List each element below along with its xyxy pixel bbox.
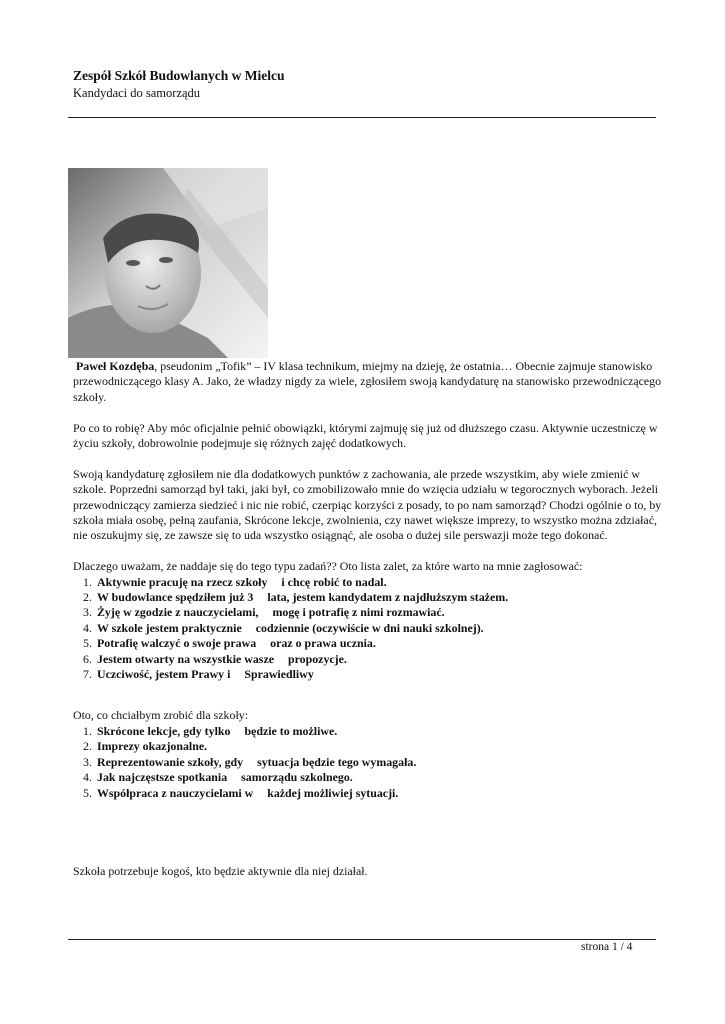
list-item: 2. W budowlance spędziłem już 3 lata, jestem kandydatem z najdłuższym stażem. bbox=[83, 590, 509, 605]
plans-list bbox=[73, 724, 663, 801]
list-item: 3. Reprezentowanie szkoły, gdy sytuacja będzie tego wymagała. bbox=[83, 754, 417, 769]
paragraph-why: Po co to robię? Aby móc oficjalnie pełnić obowiązki, którymi zajmuję się już od dłuższego czasu. Aktywnie uczestniczę w życiu szkoły, dobrowolnie podejmuje się różnych zajęć dodatkowych. bbox=[73, 420, 658, 451]
candidate-photo bbox=[68, 168, 268, 358]
document-body bbox=[73, 359, 663, 879]
plans-intro: Oto, co chciałbym zrobić dla szkoły: bbox=[73, 708, 249, 723]
list-item: 7. Uczciwość, jestem Prawy i Sprawiedliwy bbox=[83, 667, 314, 682]
footer-divider bbox=[68, 939, 656, 940]
list-item: 5. Współpraca z nauczycielami w każdej możliwiej sytuacji. bbox=[83, 785, 399, 800]
closing-paragraph: Szkoła potrzebuje kogoś, kto będzie aktywnie dla niej działał. bbox=[73, 863, 368, 878]
list-item: 2. Imprezy okazjonalne. bbox=[83, 739, 208, 754]
list-item: 6. Jestem otwarty na wszystkie wasze propozycje. bbox=[83, 651, 347, 666]
list-item: 1. Skrócone lekcje, gdy tylko będzie to możliwe. bbox=[83, 723, 338, 738]
intro-paragraph bbox=[73, 359, 663, 405]
paragraph-candidacy: Swoją kandydaturę zgłosiłem nie dla dodatkowych punktów z zachowania, ale przede wszystkim, aby wiele zmienić w szkole. Poprzedni samorząd był taki, jaki był, co zmobilizowało mnie do wzięcia udziału w tegorocznych wyborach. Jeżeli przewodniczący zamierza siedzieć i nic nie robić, czerpiąc korzyści z posady, to po nam samorząd? Chodzi ogólnie o to, by szkoła miała osobę, pełną zaufania, Skrócone lekcje, zwolnienia, czy nawet większe imprezy, to wszystko można zdziałać, nie oszukujmy się, ze zawsze się to uda wszystko osiągnąć, ale osoba o dużej sile perswazji może tego dokonać. bbox=[73, 466, 662, 543]
page-header-title: Zespół Szkół Budowlanych w Mielcu bbox=[73, 68, 285, 83]
advantages-list bbox=[73, 575, 663, 683]
list-item: 5. Potrafię walczyć o swoje prawa oraz o prawa ucznia. bbox=[83, 636, 376, 651]
page-number: strona 1 / 4 bbox=[581, 941, 633, 953]
advantages-intro: Dlaczego uważam, że naddaje się do tego typu zadań?? Oto lista zalet, za które warto na mnie zagłosować: bbox=[73, 559, 583, 574]
list-item: 3. Żyję w zgodzie z nauczycielami, mogę i potrafię z nimi rozmawiać. bbox=[83, 605, 445, 620]
header-divider bbox=[68, 117, 656, 118]
list-item: 4. Jak najczęstsze spotkania samorządu szkolnego. bbox=[83, 770, 353, 785]
list-item: 4. W szkole jestem praktycznie codziennie (oczywiście w dni nauki szkolnej). bbox=[83, 620, 484, 635]
list-item: 1. Aktywnie pracuję na rzecz szkoły i chcę robić to nadal. bbox=[83, 574, 387, 589]
candidate-name: Paweł Kozdęba bbox=[75, 359, 155, 373]
page-header-subtitle: Kandydaci do samorządu bbox=[73, 86, 201, 100]
intro-text: , pseudonim „Tofik” – IV klasa technikum, miejmy na dzieję, że ostatnia… Obecnie zajmuje stanowisko przewodniczącego klasy A. Jako, że władzy nigdy za wiele, zgłosiłem swoją kandydaturę na stanowisko przewodniczącego szkoły. bbox=[73, 359, 662, 404]
